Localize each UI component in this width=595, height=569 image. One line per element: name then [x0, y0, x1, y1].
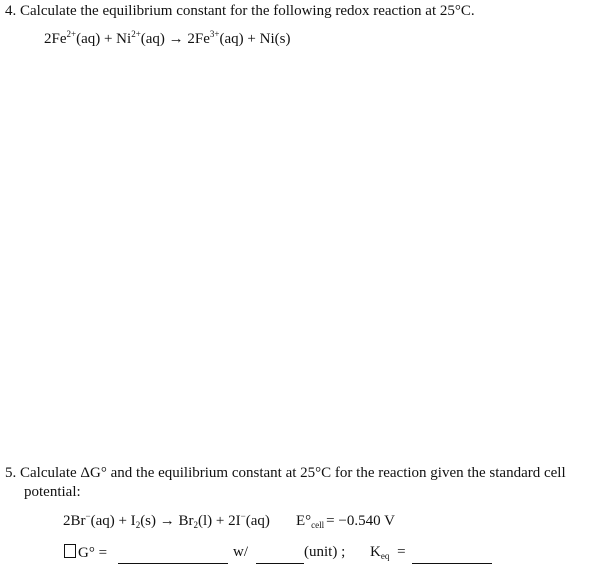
delta-g-answer — [64, 544, 107, 562]
question-5-heading — [5, 465, 566, 482]
question-number: 5. — [5, 465, 17, 481]
k-label: K — [370, 544, 381, 560]
question-text-line1: Calculate ΔG° and the equilibrium constant at 25°C for the reaction given the standard cell — [20, 465, 566, 481]
equation-term: 2Fe — [44, 31, 67, 47]
equation-term: (aq) → 2Fe — [140, 31, 210, 47]
subscript: eq — [380, 551, 390, 561]
charge-superscript: − — [240, 511, 246, 521]
delta-g-value-blank[interactable] — [118, 551, 228, 564]
charge-superscript: 3+ — [209, 29, 220, 39]
missing-glyph-box — [64, 544, 76, 558]
e-cell-label: E° — [296, 513, 312, 529]
subscript: cell — [311, 520, 325, 530]
redox-equation — [44, 31, 290, 48]
keq-label — [370, 544, 406, 561]
equation-term: (aq) + I — [90, 513, 136, 529]
e-cell-value: = −0.540 V — [326, 513, 395, 529]
standard-cell-potential — [296, 513, 395, 530]
subscript: 2 — [193, 520, 199, 530]
question-text-line2: potential: — [24, 484, 81, 500]
question-text: Calculate the equilibrium constant for the following redox reaction at 25°C. — [20, 3, 475, 19]
charge-superscript: 2+ — [131, 29, 141, 39]
charge-superscript: − — [85, 511, 91, 521]
sig-fig-blank[interactable] — [256, 551, 304, 564]
keq-value-blank[interactable] — [412, 551, 492, 564]
equation-term: (aq) + Ni(s) — [219, 31, 291, 47]
equation-term: (aq) — [245, 513, 270, 529]
unit-label: (unit) ; — [304, 544, 346, 560]
bromine-iodine-equation — [63, 513, 270, 530]
equation-term: (s) → Br — [140, 513, 194, 529]
charge-superscript: 2+ — [66, 29, 77, 39]
delta-g-label: G° = — [78, 545, 108, 561]
with-label: w/ — [233, 544, 248, 560]
question-4-heading — [5, 3, 475, 20]
question-number: 4. — [5, 3, 17, 19]
equation-term: 2Br — [63, 513, 86, 529]
equals-sign: = — [397, 544, 406, 560]
subscript: 2 — [135, 520, 141, 530]
equation-term: (aq) + Ni — [76, 31, 132, 47]
equation-term: (l) + 2I — [198, 513, 241, 529]
